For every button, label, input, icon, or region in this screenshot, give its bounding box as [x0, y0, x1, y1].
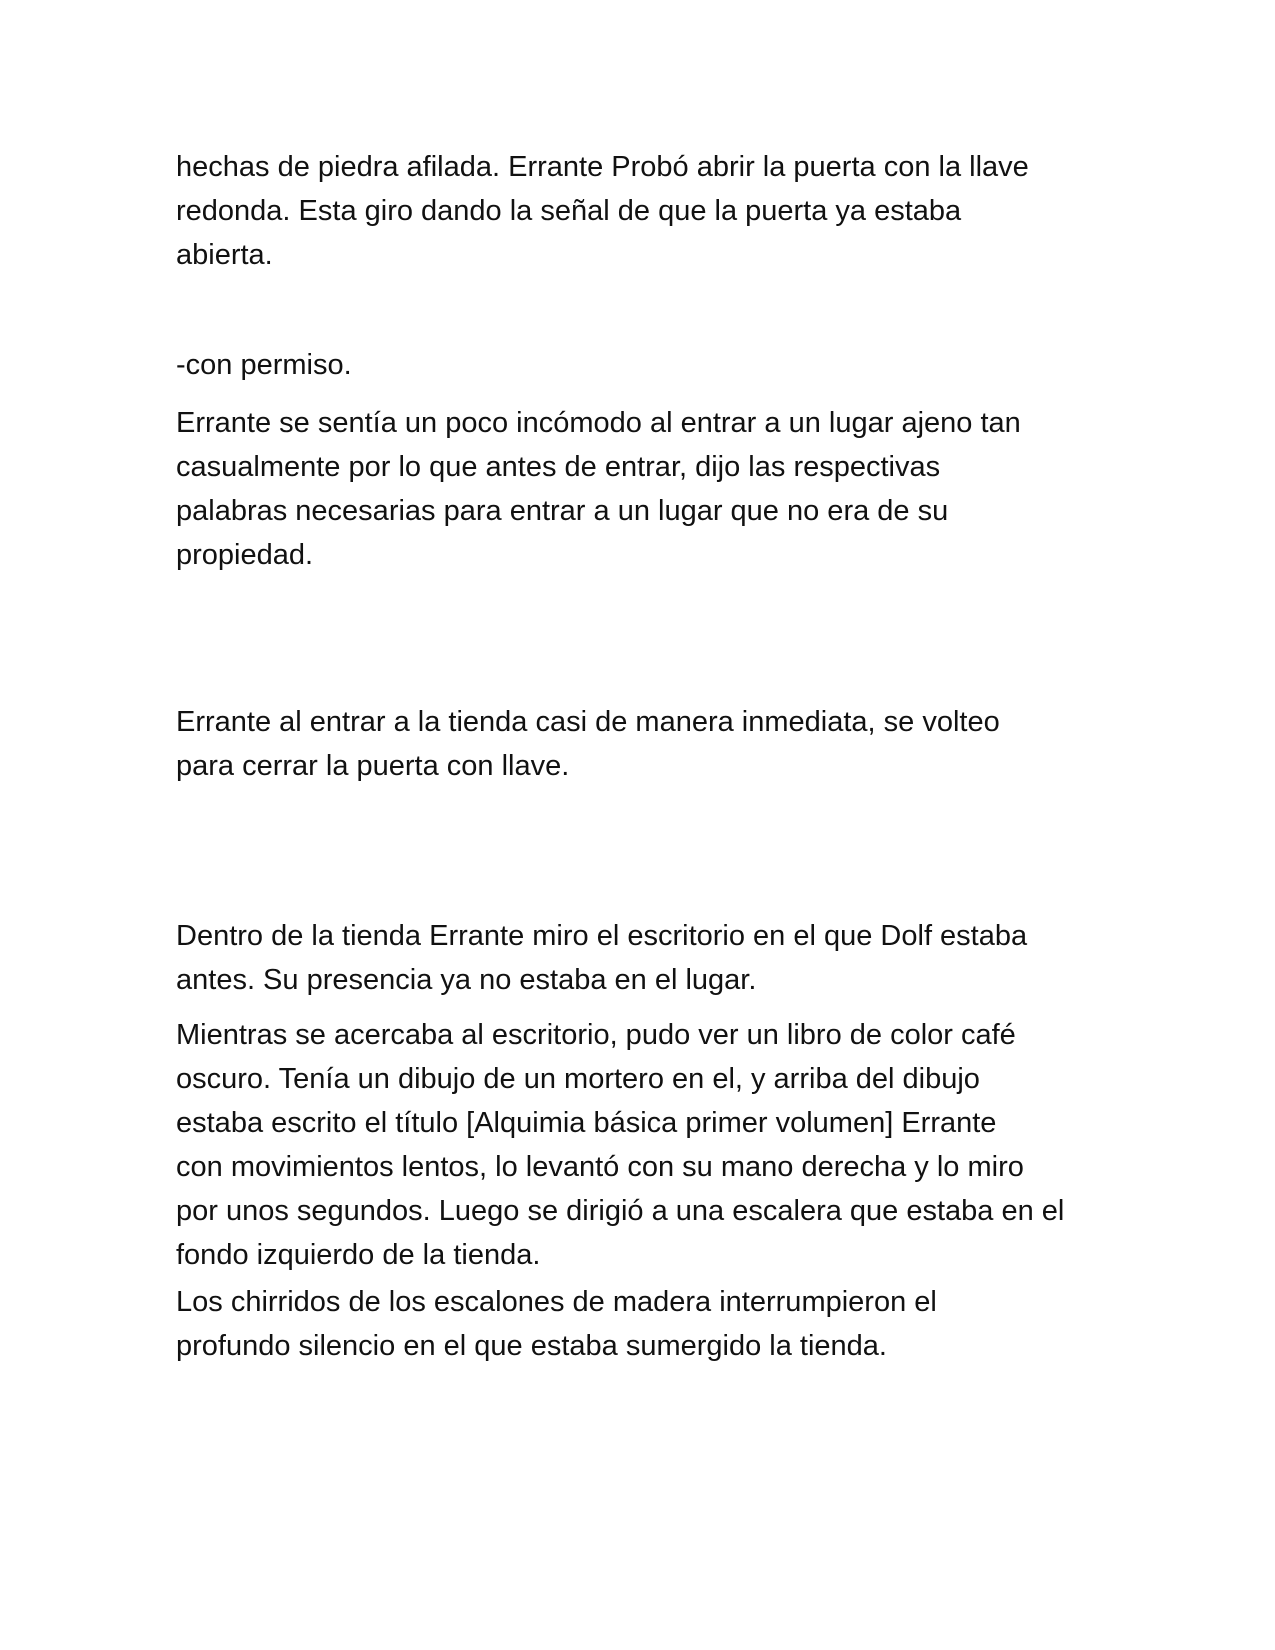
paragraph-7: Los chirridos de los escalones de madera interrumpieron el profundo silencio en el que estaba sumergido la tienda.	[176, 1286, 937, 1362]
paragraph-6: Mientras se acercaba al escritorio, pudo ver un libro de color café oscuro. Tenía un dibujo de un mortero en el, y arriba del dibujo estaba escrito el título [Alquimia básica primer volumen] Errante con movimientos lentos, lo levantó con su mano derecha y lo miro por unos segundos. Luego se dirigió a una escalera que estaba en el fondo izquierdo de la tienda.	[176, 1019, 1065, 1271]
paragraph-5: Dentro de la tienda Errante miro el escritorio en el que Dolf estaba antes. Su presencia ya no estaba en el lugar.	[176, 920, 1028, 996]
paragraph-2: -con permiso.	[176, 349, 352, 381]
paragraph-4: Errante al entrar a la tienda casi de manera inmediata, se volteo para cerrar la puerta con llave.	[176, 706, 1000, 782]
paragraph-3: Errante se sentía un poco incómodo al entrar a un lugar ajeno tan casualmente por lo que antes de entrar, dijo las respectivas palabras necesarias para entrar a un lugar que no era de su propiedad.	[176, 407, 1021, 571]
paragraph-1: hechas de piedra afilada. Errante Probó abrir la puerta con la llave redonda. Esta giro dando la señal de que la puerta ya estaba abierta.	[176, 151, 1029, 271]
